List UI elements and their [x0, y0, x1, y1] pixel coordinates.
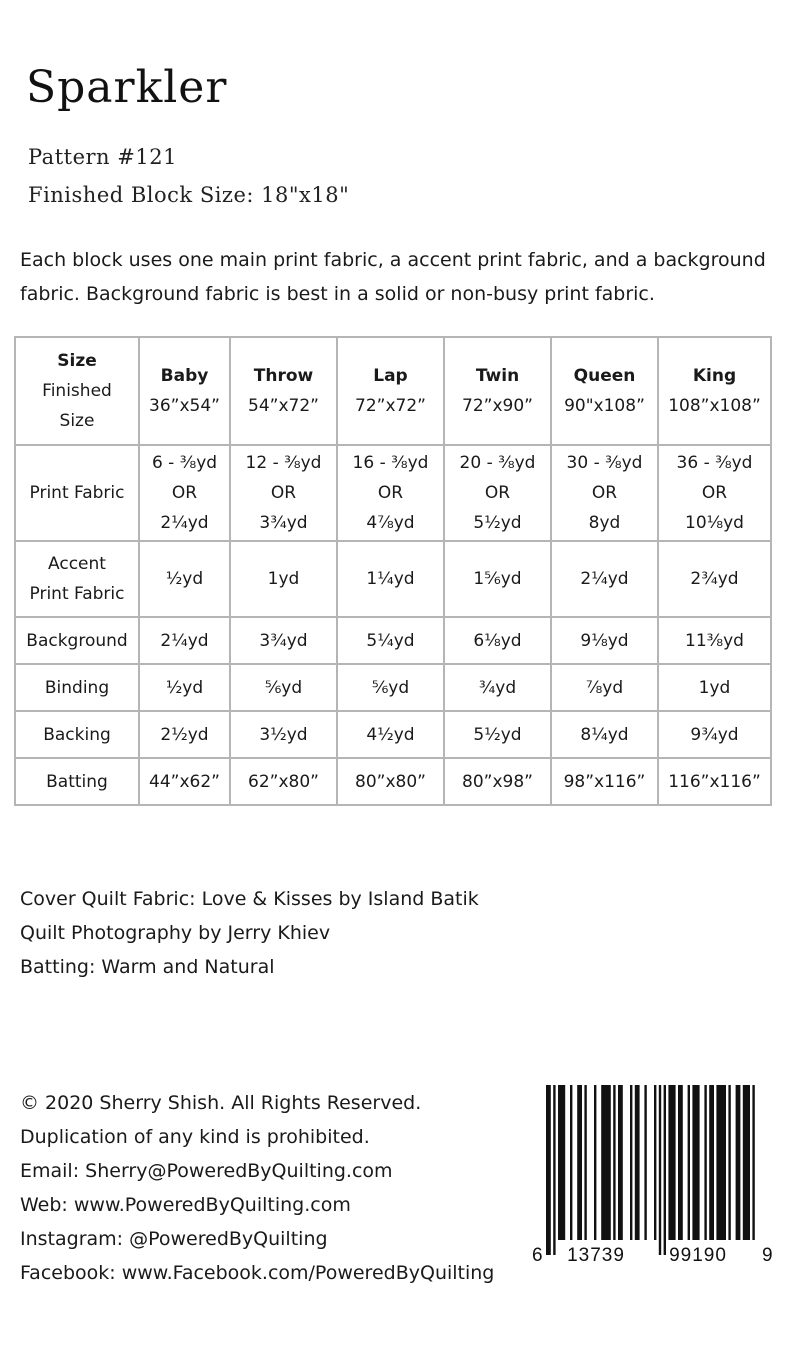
table-row-batting	[15, 758, 771, 805]
table-cell	[444, 445, 551, 541]
or-text: OR	[701, 483, 728, 503]
row-label: Backing	[15, 711, 139, 758]
column-baby	[139, 337, 230, 445]
table-cell: ⅞yd	[551, 664, 658, 711]
column-size: 72”x90”	[462, 396, 533, 416]
table-cell: 11⅜yd	[658, 617, 771, 664]
barcode-bar	[668, 1085, 675, 1240]
column-twin	[444, 337, 551, 445]
table-cell: 2¾yd	[658, 541, 771, 617]
column-size: 54”x72”	[248, 396, 319, 416]
yardage-value: 10⅛yd	[685, 513, 744, 533]
pattern-title: Sparkler	[26, 62, 228, 113]
table-cell: 5¼yd	[337, 617, 444, 664]
copyright-line: © 2020 Sherry Shish. All Rights Reserved.	[20, 1092, 422, 1114]
table-cell: 2¼yd	[551, 541, 658, 617]
yardage-value: 5½yd	[473, 513, 522, 533]
table-cell: 3½yd	[230, 711, 337, 758]
table-cell: 3¾yd	[230, 617, 337, 664]
barcode-bar	[688, 1085, 690, 1240]
table-cell: 98”x116”	[551, 758, 658, 805]
fabric-requirements-table	[14, 336, 772, 806]
column-lap	[337, 337, 444, 445]
table-cell	[230, 445, 337, 541]
column-size: 36”x54”	[149, 396, 220, 416]
duplication-notice: Duplication of any kind is prohibited.	[20, 1126, 370, 1148]
table-cell: 80”x98”	[444, 758, 551, 805]
barcode-bars	[546, 1085, 755, 1255]
barcode-bar	[659, 1085, 661, 1255]
barcode-bar	[630, 1085, 632, 1240]
table-cell	[139, 445, 230, 541]
column-size: 108”x108”	[668, 396, 761, 416]
column-name: Queen	[573, 366, 636, 386]
yardage-value: 3¾yd	[259, 513, 308, 533]
barcode-bar	[577, 1085, 582, 1240]
instagram-line: Instagram: @PoweredByQuilting	[20, 1228, 328, 1250]
barcode-left-digits: 13739	[567, 1245, 625, 1265]
yardage-value: 4⅞yd	[366, 513, 415, 533]
table-cell: 5½yd	[444, 711, 551, 758]
or-text: OR	[270, 483, 297, 503]
barcode-bar	[618, 1085, 623, 1240]
or-text: OR	[591, 483, 618, 503]
table-cell: ½yd	[139, 541, 230, 617]
column-name: King	[692, 366, 737, 386]
fat-quarter-count: 36 - ⅜yd	[676, 453, 753, 473]
column-size: 72”x72”	[355, 396, 426, 416]
barcode-check-digit: 9	[762, 1245, 773, 1265]
barcode-bar	[594, 1085, 596, 1240]
fat-quarter-count: 12 - ⅜yd	[245, 453, 322, 473]
column-name: Baby	[160, 366, 209, 386]
column-king	[658, 337, 771, 445]
table-cell	[337, 445, 444, 541]
or-text: OR	[377, 483, 404, 503]
fat-quarter-count: 20 - ⅜yd	[459, 453, 536, 473]
table-cell: 62”x80”	[230, 758, 337, 805]
column-name: Lap	[373, 366, 408, 386]
corner-subtitle: Finished Size	[42, 381, 112, 431]
barcode-bar	[678, 1085, 683, 1240]
column-size: 90"x108”	[564, 396, 645, 416]
barcode-bar	[752, 1085, 754, 1240]
table-cell: ¾yd	[444, 664, 551, 711]
upc-barcode	[528, 1085, 774, 1265]
barcode-bar	[613, 1085, 615, 1240]
barcode-bar	[692, 1085, 699, 1240]
or-text: OR	[171, 483, 198, 503]
table-cell: 1yd	[230, 541, 337, 617]
row-label: Batting	[15, 758, 139, 805]
row-label: Background	[15, 617, 139, 664]
barcode-bar	[654, 1085, 656, 1240]
table-cell: 1¼yd	[337, 541, 444, 617]
row-label: Print Fabric	[15, 445, 139, 541]
barcode-bar	[728, 1085, 730, 1240]
block-size: Finished Block Size: 18"x18"	[28, 183, 350, 207]
table-cell: ⅚yd	[337, 664, 444, 711]
table-cell: 116”x116”	[658, 758, 771, 805]
column-name: Twin	[475, 366, 520, 386]
table-cell	[658, 445, 771, 541]
barcode-bar	[664, 1085, 666, 1255]
barcode-bar	[570, 1085, 572, 1240]
table-cell: 80”x80”	[337, 758, 444, 805]
column-name: Throw	[253, 366, 314, 386]
row-label: Binding	[15, 664, 139, 711]
pattern-number: Pattern #121	[28, 145, 177, 169]
table-cell: 4½yd	[337, 711, 444, 758]
fat-quarter-count: 30 - ⅜yd	[566, 453, 643, 473]
corner-title: Size	[57, 351, 97, 371]
barcode-bar	[635, 1085, 640, 1240]
table-cell: ½yd	[139, 664, 230, 711]
barcode-bar	[709, 1085, 714, 1240]
table-cell: 44”x62”	[139, 758, 230, 805]
barcode-bar	[704, 1085, 706, 1240]
table-cell: 9⅛yd	[551, 617, 658, 664]
barcode-bar	[716, 1085, 726, 1240]
barcode-bar	[553, 1085, 555, 1255]
table-row-print-fabric	[15, 445, 771, 541]
barcode-bar	[743, 1085, 750, 1240]
table-row-backing	[15, 711, 771, 758]
fat-quarter-count: 6 - ⅜yd	[151, 453, 218, 473]
table-row-accent	[15, 541, 771, 617]
table-row-background	[15, 617, 771, 664]
credit-line: Cover Quilt Fabric: Love & Kisses by Island Batik	[20, 888, 479, 910]
corner-cell	[15, 337, 139, 445]
table-row-binding	[15, 664, 771, 711]
email-line: Email: Sherry@PoweredByQuilting.com	[20, 1160, 393, 1182]
fat-quarter-count: 16 - ⅜yd	[352, 453, 429, 473]
yardage-value: 8yd	[588, 513, 621, 533]
barcode-bar	[546, 1085, 551, 1255]
column-queen	[551, 337, 658, 445]
row-label-line: Accent	[48, 554, 106, 574]
or-text: OR	[484, 483, 511, 503]
table-cell: 2¼yd	[139, 617, 230, 664]
table-cell	[551, 445, 658, 541]
barcode-bar	[558, 1085, 565, 1240]
credit-line: Batting: Warm and Natural	[20, 956, 275, 978]
table-cell: 1yd	[658, 664, 771, 711]
credit-line: Quilt Photography by Jerry Khiev	[20, 922, 331, 944]
barcode-right-digits: 99190	[669, 1245, 727, 1265]
table-cell: 9¾yd	[658, 711, 771, 758]
facebook-line: Facebook: www.Facebook.com/PoweredByQuilting	[20, 1262, 495, 1284]
table-cell: 1⅚yd	[444, 541, 551, 617]
barcode-bar	[584, 1085, 586, 1240]
yardage-value: 2¼yd	[160, 513, 209, 533]
barcode-lead-digit: 6	[532, 1245, 543, 1265]
table-cell: 6⅛yd	[444, 617, 551, 664]
barcode-bar	[601, 1085, 611, 1240]
intro-paragraph: Each block uses one main print fabric, a accent print fabric, and a background fabric. Background fabric is best in a solid or non-busy print fabric.	[20, 249, 766, 305]
barcode-bar	[644, 1085, 646, 1240]
row-label-line: Print Fabric	[29, 584, 125, 604]
row-label	[15, 541, 139, 617]
contact-footer	[20, 1086, 494, 1290]
web-line: Web: www.PoweredByQuilting.com	[20, 1194, 351, 1216]
credits-block	[20, 882, 479, 984]
table-cell: 8¼yd	[551, 711, 658, 758]
table-header-row	[15, 337, 771, 445]
table-cell: 2½yd	[139, 711, 230, 758]
barcode-bar	[736, 1085, 741, 1240]
column-throw	[230, 337, 337, 445]
table-cell: ⅚yd	[230, 664, 337, 711]
